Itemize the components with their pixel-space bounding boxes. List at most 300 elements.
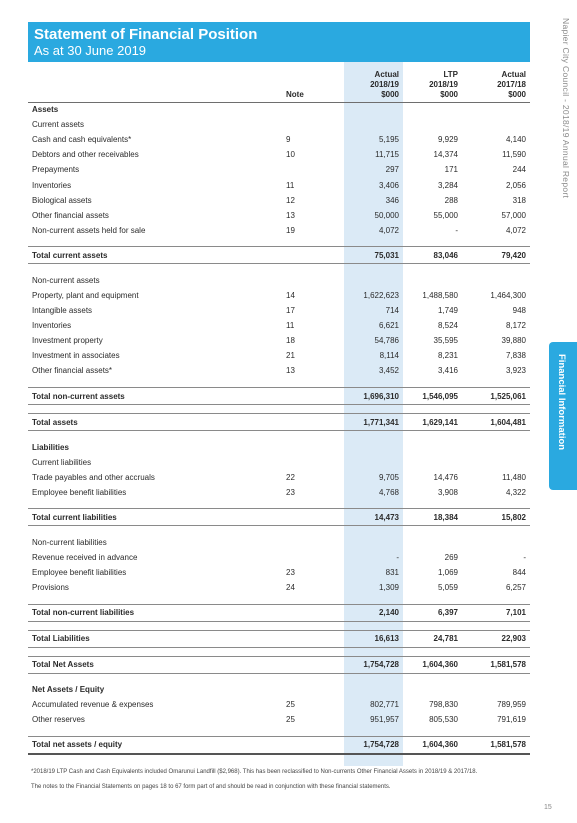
row-note [276,647,344,656]
row-note [276,509,344,526]
column-header-line: 2018/19 [370,79,399,89]
spacer-row [28,621,530,630]
spacer-row [28,595,530,604]
row-value-actual-2018-19: 3,452 [378,366,399,376]
row-value-actual-2018-19 [344,682,403,697]
row-value-actual-2018-19: 54,786 [374,336,399,346]
row-value-actual-2018-19: 1,754,728 [344,656,403,673]
row-label: Total Liabilities [28,630,276,647]
row-value-ltp-2018-19: 83,046 [403,247,462,264]
row-note [276,388,344,405]
row-value-ltp-2018-19 [403,379,462,388]
row-value-ltp-2018-19: 171 [444,165,458,175]
row-note: 17 [286,306,295,316]
row-value-actual-2018-19: 14,473 [344,509,403,526]
row-value-actual-2018-19: 1,622,623 [363,290,399,300]
row-note: 19 [286,225,295,235]
row-value-ltp-2018-19: 24,781 [403,630,462,647]
row-value-actual-2018-19 [344,238,403,247]
row-value-ltp-2018-19 [403,102,462,117]
row-label: Other financial assets* [32,366,113,376]
row-value-actual-2018-19: - [396,553,399,563]
row-note [276,247,344,264]
row-value-ltp-2018-19 [403,595,462,604]
row-note [276,455,344,470]
row-label: Total current liabilities [28,509,276,526]
financial-position-table [28,62,530,755]
row-note [276,630,344,647]
row-label [28,379,276,388]
row-value-actual-2017-18: 844 [512,568,526,578]
row-value-ltp-2018-19: 1,629,141 [403,414,462,431]
row-note: 11 [286,321,295,331]
row-label: Prepayments [32,165,80,175]
row-note: 24 [286,583,295,593]
row-value-actual-2017-18: - [523,553,526,563]
row-note [276,379,344,388]
row-value-ltp-2018-19: 1,069 [437,568,458,578]
row-label: Assets [32,105,59,115]
table-row [28,550,530,565]
row-note: 12 [286,195,295,205]
row-value-actual-2017-18: 4,140 [505,135,526,145]
row-value-actual-2017-18: 79,420 [462,247,530,264]
row-value-ltp-2018-19: 1,749 [437,306,458,316]
row-value-actual-2017-18: 15,802 [462,509,530,526]
row-value-ltp-2018-19: 1,488,580 [422,290,458,300]
row-label: Inventories [32,180,72,190]
row-value-ltp-2018-19: 14,476 [433,472,458,482]
table-row [28,682,530,697]
spacer-row [28,238,530,247]
table-header-row [28,62,530,102]
row-value-actual-2017-18 [462,440,530,455]
row-note: 13 [286,210,295,220]
row-note: 25 [286,715,295,725]
row-value-actual-2017-18: 11,480 [502,472,526,482]
row-note [276,431,344,440]
note-column-header: Note [276,62,344,102]
row-note [276,102,344,117]
row-value-ltp-2018-19: 55,000 [433,210,458,220]
row-note [276,737,344,754]
row-value-ltp-2018-19: - [455,225,458,235]
row-value-actual-2017-18: 318 [512,195,526,205]
page-subtitle: As at 30 June 2019 [34,43,147,58]
row-label: Total Net Assets [28,656,276,673]
row-label [28,526,276,535]
row-label: Current assets [32,120,85,130]
table-row [28,485,530,500]
row-note [276,162,344,177]
row-value-ltp-2018-19: 18,384 [403,509,462,526]
row-value-actual-2018-19: 4,768 [378,487,399,497]
row-label [28,238,276,247]
row-value-actual-2017-18 [462,682,530,697]
row-value-ltp-2018-19: 3,416 [437,366,458,376]
row-value-actual-2018-19 [344,535,403,550]
row-value-actual-2018-19: 1,771,341 [344,414,403,431]
row-value-actual-2018-19: 2,140 [344,604,403,621]
row-value-ltp-2018-19: 805,530 [429,715,458,725]
row-note [276,405,344,414]
row-value-actual-2017-18: 791,619 [497,715,526,725]
table-row [28,455,530,470]
row-label: Inventories [32,321,72,331]
table-row [28,604,530,621]
table-row [28,630,530,647]
row-value-actual-2017-18 [462,535,530,550]
row-label: Other reserves [32,715,85,725]
row-value-actual-2017-18: 6,257 [505,583,526,593]
row-value-actual-2018-19: 831 [385,568,399,578]
row-value-actual-2017-18 [462,526,530,535]
row-value-actual-2018-19 [344,500,403,509]
row-note [276,264,344,273]
row-value-actual-2018-19: 16,613 [344,630,403,647]
row-label [28,728,276,737]
row-value-ltp-2018-19 [403,535,462,550]
row-label: Other financial assets [32,210,109,220]
row-value-ltp-2018-19 [403,621,462,630]
row-note: 21 [286,351,295,361]
section-tab-label: Financial Information [556,354,567,451]
row-value-actual-2018-19 [344,117,403,132]
table-row [28,223,530,238]
row-value-actual-2018-19 [344,440,403,455]
table-row [28,273,530,288]
page-number: 15 [544,804,552,811]
row-value-actual-2018-19: 346 [385,195,399,205]
row-value-actual-2018-19 [344,431,403,440]
row-label: Current liabilities [32,457,92,467]
spacer-row [28,431,530,440]
row-label: Total net assets / equity [28,737,276,754]
statement-header [28,22,530,62]
row-value-actual-2017-18 [462,431,530,440]
row-value-actual-2017-18: 22,903 [462,630,530,647]
row-note: 23 [286,568,295,578]
row-value-actual-2017-18 [462,379,530,388]
column-header-line: Actual [501,69,526,79]
row-label: Liabilities [32,442,69,452]
column-header-line: $000 [508,89,526,99]
ltp-2018-19-column-header [403,62,462,102]
row-value-actual-2018-19: 5,195 [378,135,399,145]
table-row [28,414,530,431]
row-value-actual-2018-19 [344,102,403,117]
footnote-reclassification: *2018/19 LTP Cash and Cash Equivalents included Omarunui Landfill ($2,968). This has been reclassified to Non-currents Other Financial Assets in 2018/19 & 2017/18. [31,769,478,775]
row-value-actual-2017-18: 2,056 [505,180,526,190]
row-note [276,414,344,431]
row-label: Provisions [32,583,69,593]
row-value-ltp-2018-19 [403,500,462,509]
row-value-actual-2018-19: 6,621 [378,321,399,331]
row-label: Employee benefit liabilities [32,568,127,578]
row-label: Net Assets / Equity [32,685,105,695]
table-row [28,208,530,223]
row-value-actual-2018-19: 714 [385,306,399,316]
row-value-actual-2017-18 [462,647,530,656]
spacer-row [28,379,530,388]
actual-2017-18-column-header [462,62,530,102]
row-label [28,264,276,273]
table-row [28,737,530,754]
row-value-actual-2018-19 [344,526,403,535]
row-value-actual-2018-19 [344,264,403,273]
row-value-actual-2018-19 [344,405,403,414]
row-label [28,673,276,682]
row-value-ltp-2018-19 [403,682,462,697]
row-value-ltp-2018-19 [403,238,462,247]
row-value-ltp-2018-19: 5,059 [437,583,458,593]
row-label: Revenue received in advance [32,553,138,563]
row-value-ltp-2018-19: 798,830 [429,700,458,710]
row-value-ltp-2018-19 [403,673,462,682]
row-note [276,682,344,697]
row-note [276,595,344,604]
row-label [28,647,276,656]
row-label: Debtors and other receivables [32,150,139,160]
table-row [28,470,530,485]
row-note: 9 [286,135,291,145]
table-row [28,535,530,550]
table-row [28,348,530,363]
row-label: Non-current assets held for sale [32,225,146,235]
row-value-actual-2018-19: 11,715 [375,150,399,160]
row-value-actual-2017-18 [462,273,530,288]
row-label: Total non-current liabilities [28,604,276,621]
row-label: Property, plant and equipment [32,290,139,300]
table-row [28,509,530,526]
row-value-actual-2017-18 [462,264,530,273]
row-note: 13 [286,366,295,376]
row-label: Employee benefit liabilities [32,487,127,497]
table-row [28,117,530,132]
row-value-ltp-2018-19 [403,647,462,656]
row-value-actual-2018-19 [344,728,403,737]
row-value-ltp-2018-19: 6,397 [403,604,462,621]
row-value-actual-2018-19: 1,754,728 [344,737,403,754]
row-note [276,526,344,535]
row-value-ltp-2018-19 [403,273,462,288]
table-row [28,656,530,673]
row-value-actual-2017-18: 4,322 [505,487,526,497]
row-value-actual-2017-18: 1,604,481 [462,414,530,431]
row-label: Cash and cash equivalents* [32,135,132,145]
table-row [28,440,530,455]
row-note: 23 [286,487,295,497]
row-value-actual-2017-18: 11,590 [502,150,526,160]
row-value-actual-2018-19: 8,114 [379,351,399,361]
table-row [28,177,530,192]
row-value-ltp-2018-19: 8,524 [437,321,458,331]
column-header-line: 2017/18 [497,79,526,89]
table-body [28,102,530,754]
row-value-ltp-2018-19: 269 [444,553,458,563]
row-label: Accumulated revenue & expenses [32,700,154,710]
row-label: Total non-current assets [28,388,276,405]
row-value-ltp-2018-19: 288 [444,195,458,205]
spacer-row [28,673,530,682]
row-label: Intangible assets [32,306,93,316]
row-value-actual-2018-19 [344,595,403,604]
row-label [28,500,276,509]
row-note [276,604,344,621]
row-note [276,550,344,565]
row-value-actual-2017-18: 948 [512,306,526,316]
table-row [28,388,530,405]
row-value-ltp-2018-19: 8,231 [437,351,458,361]
row-value-actual-2017-18: 39,880 [501,336,526,346]
table-row [28,580,530,595]
row-value-actual-2017-18 [462,595,530,604]
section-tab-financial-information[interactable] [549,342,577,490]
row-value-actual-2017-18 [462,455,530,470]
row-value-actual-2017-18: 1,581,578 [462,656,530,673]
column-header-line: LTP [443,69,458,79]
row-label: Total current assets [28,247,276,264]
report-running-title: Napier City Council - 2018/19 Annual Report [561,18,571,199]
row-value-actual-2018-19 [344,379,403,388]
row-value-actual-2017-18: 4,072 [505,225,526,235]
spacer-row [28,405,530,414]
row-value-actual-2017-18: 1,581,578 [462,737,530,754]
table-row [28,193,530,208]
row-value-actual-2018-19: 3,406 [378,180,399,190]
row-value-actual-2017-18 [462,405,530,414]
row-note: 25 [286,700,295,710]
row-label: Trade payables and other accruals [32,472,155,482]
page-title: Statement of Financial Position [34,26,258,43]
row-label [28,595,276,604]
row-value-actual-2018-19 [344,273,403,288]
row-value-actual-2017-18: 1,464,300 [490,290,526,300]
row-value-actual-2017-18: 8,172 [505,321,526,331]
row-value-actual-2017-18 [462,500,530,509]
row-value-actual-2018-19: 50,000 [374,210,399,220]
row-value-actual-2017-18 [462,621,530,630]
spacer-row [28,500,530,509]
row-value-ltp-2018-19: 1,604,360 [403,737,462,754]
row-value-actual-2018-19: 297 [385,165,399,175]
row-value-ltp-2018-19 [403,431,462,440]
row-value-ltp-2018-19 [403,405,462,414]
table-row [28,363,530,378]
row-value-ltp-2018-19: 3,908 [437,487,458,497]
table-row [28,565,530,580]
row-value-actual-2018-19 [344,673,403,682]
spacer-row [28,728,530,737]
row-value-actual-2018-19 [344,647,403,656]
column-header-line: $000 [381,89,399,99]
row-value-actual-2017-18: 57,000 [501,210,526,220]
spacer-row [28,526,530,535]
row-note [276,117,344,132]
row-value-ltp-2018-19 [403,117,462,132]
table-row [28,303,530,318]
row-value-actual-2017-18: 1,525,061 [462,388,530,405]
row-value-actual-2018-19: 75,031 [344,247,403,264]
row-value-ltp-2018-19 [403,440,462,455]
row-value-actual-2018-19: 9,705 [378,472,399,482]
row-value-ltp-2018-19: 1,604,360 [403,656,462,673]
row-label: Total assets [28,414,276,431]
row-value-actual-2017-18: 7,838 [505,351,526,361]
table-row [28,102,530,117]
row-note [276,273,344,288]
row-note: 18 [286,336,295,346]
row-label: Non-current assets [32,275,100,285]
table-row [28,132,530,147]
row-note [276,535,344,550]
row-note [276,728,344,737]
table-row [28,318,530,333]
row-label: Investment property [32,336,103,346]
table-row [28,333,530,348]
row-value-actual-2017-18 [462,238,530,247]
spacer-row [28,647,530,656]
actual-2018-19-column-header [344,62,403,102]
row-value-ltp-2018-19: 1,546,095 [403,388,462,405]
row-note [276,621,344,630]
row-note [276,673,344,682]
row-label [28,621,276,630]
row-value-actual-2018-19 [344,455,403,470]
row-note: 11 [286,180,295,190]
row-note: 14 [286,290,295,300]
row-value-ltp-2018-19: 3,284 [437,180,458,190]
row-value-actual-2018-19: 1,696,310 [344,388,403,405]
footnote-notes-reference: The notes to the Financial Statements on pages 18 to 67 form part of and should be read in conjunction with these financial statements. [31,784,391,790]
table-row [28,288,530,303]
row-value-ltp-2018-19: 9,929 [437,135,458,145]
row-label [28,405,276,414]
row-value-actual-2018-19: 951,957 [370,715,399,725]
row-note: 22 [286,472,295,482]
row-label: Non-current liabilities [32,537,107,547]
row-label: Investment in associates [32,351,120,361]
table-row [28,712,530,727]
column-header-line: 2018/19 [429,79,458,89]
row-value-ltp-2018-19 [403,728,462,737]
row-note [276,238,344,247]
row-value-actual-2018-19: 1,309 [378,583,399,593]
spacer-row [28,264,530,273]
table-row [28,697,530,712]
row-value-actual-2017-18: 7,101 [462,604,530,621]
label-column-header [28,62,276,102]
row-value-ltp-2018-19 [403,526,462,535]
row-value-actual-2017-18: 789,959 [497,700,526,710]
table-row [28,147,530,162]
row-label [28,431,276,440]
row-value-actual-2017-18: 244 [512,165,526,175]
row-value-actual-2018-19 [344,621,403,630]
row-value-actual-2017-18: 3,923 [505,366,526,376]
row-note [276,656,344,673]
row-note [276,440,344,455]
row-note [276,500,344,509]
column-header-line: Actual [374,69,399,79]
row-value-actual-2018-19: 802,771 [370,700,399,710]
table-row [28,247,530,264]
row-value-actual-2018-19: 4,072 [378,225,399,235]
row-value-ltp-2018-19 [403,264,462,273]
row-value-actual-2017-18 [462,728,530,737]
row-note: 10 [286,150,295,160]
row-value-actual-2017-18 [462,117,530,132]
